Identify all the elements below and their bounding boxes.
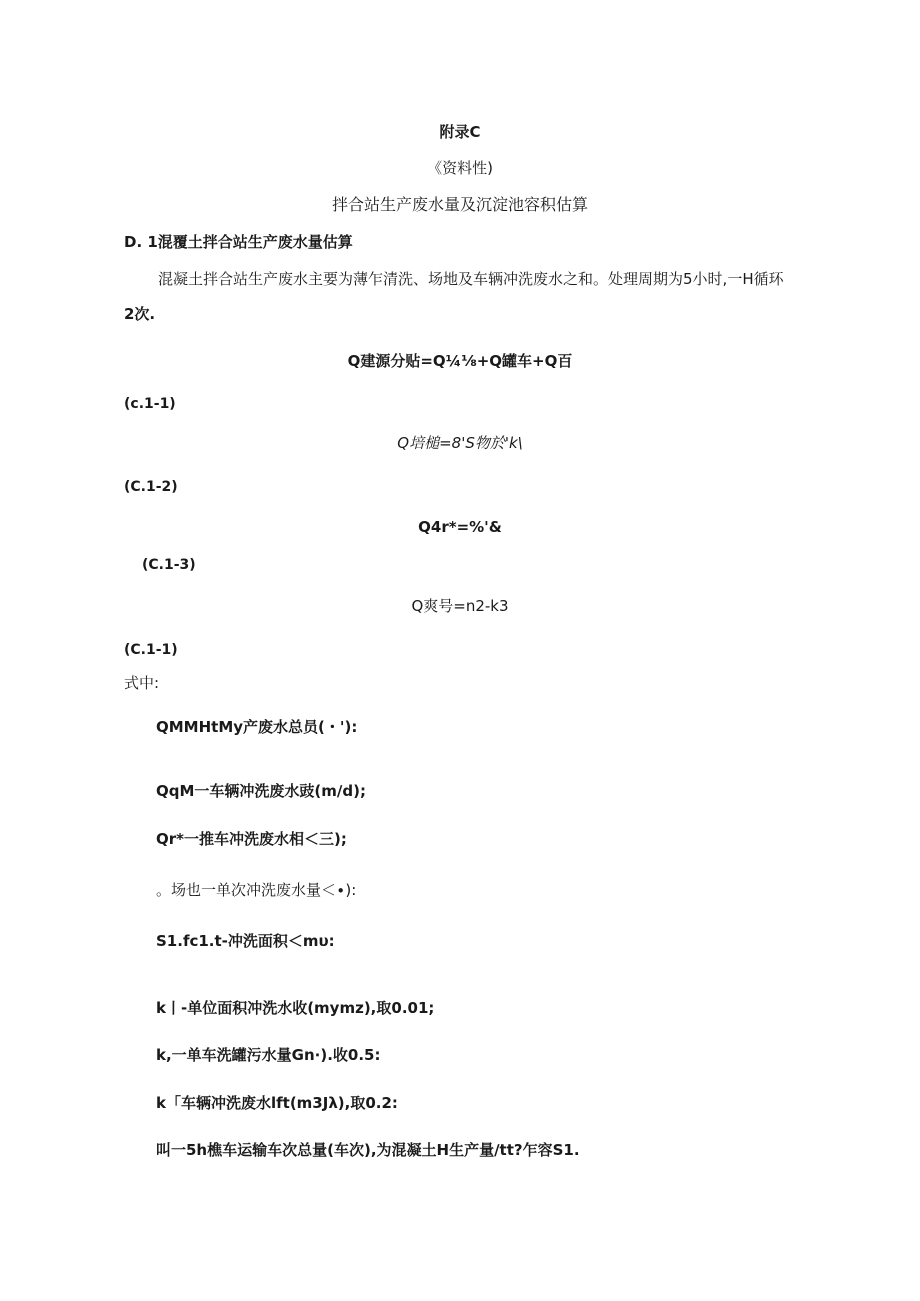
definition-item: 叫一5h樵车运输车次总量(车次),为混凝土H生产量∕tt?乍容S1. [156,1141,580,1159]
paragraph-line-1: 混凝土拌合站生产废水主要为薄乍清洗、场地及车辆冲洗废水之和。处理周期为5小时,一H循环 [158,270,784,288]
equation-4-label: (C.1-1) [124,642,178,658]
appendix-note: 《资料性) [427,159,493,177]
equation-2-label: (C.1-2) [124,479,178,495]
definition-item: k丨-单位面积冲洗水收(mymz),取0.01; [156,999,435,1017]
equation-1-formula: Q建源分贴=Q¼⅛+Q罐车+Q百 [347,352,573,370]
equation-2-formula: Q培槌=8'S物於'k\ [397,434,523,452]
appendix-title: 附录C [439,123,481,141]
definition-item: k,一单车洗罐污水量Gn∙).收0.5: [156,1046,381,1064]
section-title: 拌合站生产废水量及沉淀池容积估算 [331,195,588,214]
definition-item: 。场也一单次冲洗废水量＜∙): [156,881,357,899]
where-label: 式中: [124,674,160,692]
definition-item: k「车辆冲洗废水lft(m3Jλ),取0.2: [156,1094,398,1112]
equation-3-formula: Q4r*=%'& [418,518,502,536]
equation-3-label: (C.1-3) [142,557,196,573]
subsection-heading: D. 1混覆土拌合站生产废水量估算 [124,233,353,251]
equation-4-formula: Q爽号=n2-k3 [411,597,509,615]
equation-1-label: (c.1-1) [124,396,176,412]
paragraph-line-2: 2次. [124,305,156,323]
definition-item: QqM一车辆冲洗废水豉(m∕d); [156,782,366,800]
definition-item: QMMHtMy产废水总员(・'): [156,718,358,736]
definition-item: Qr*一推车冲洗废水相＜三); [156,830,347,848]
definition-item: S1.fc1.t-冲洗面积＜mυ: [156,932,335,950]
